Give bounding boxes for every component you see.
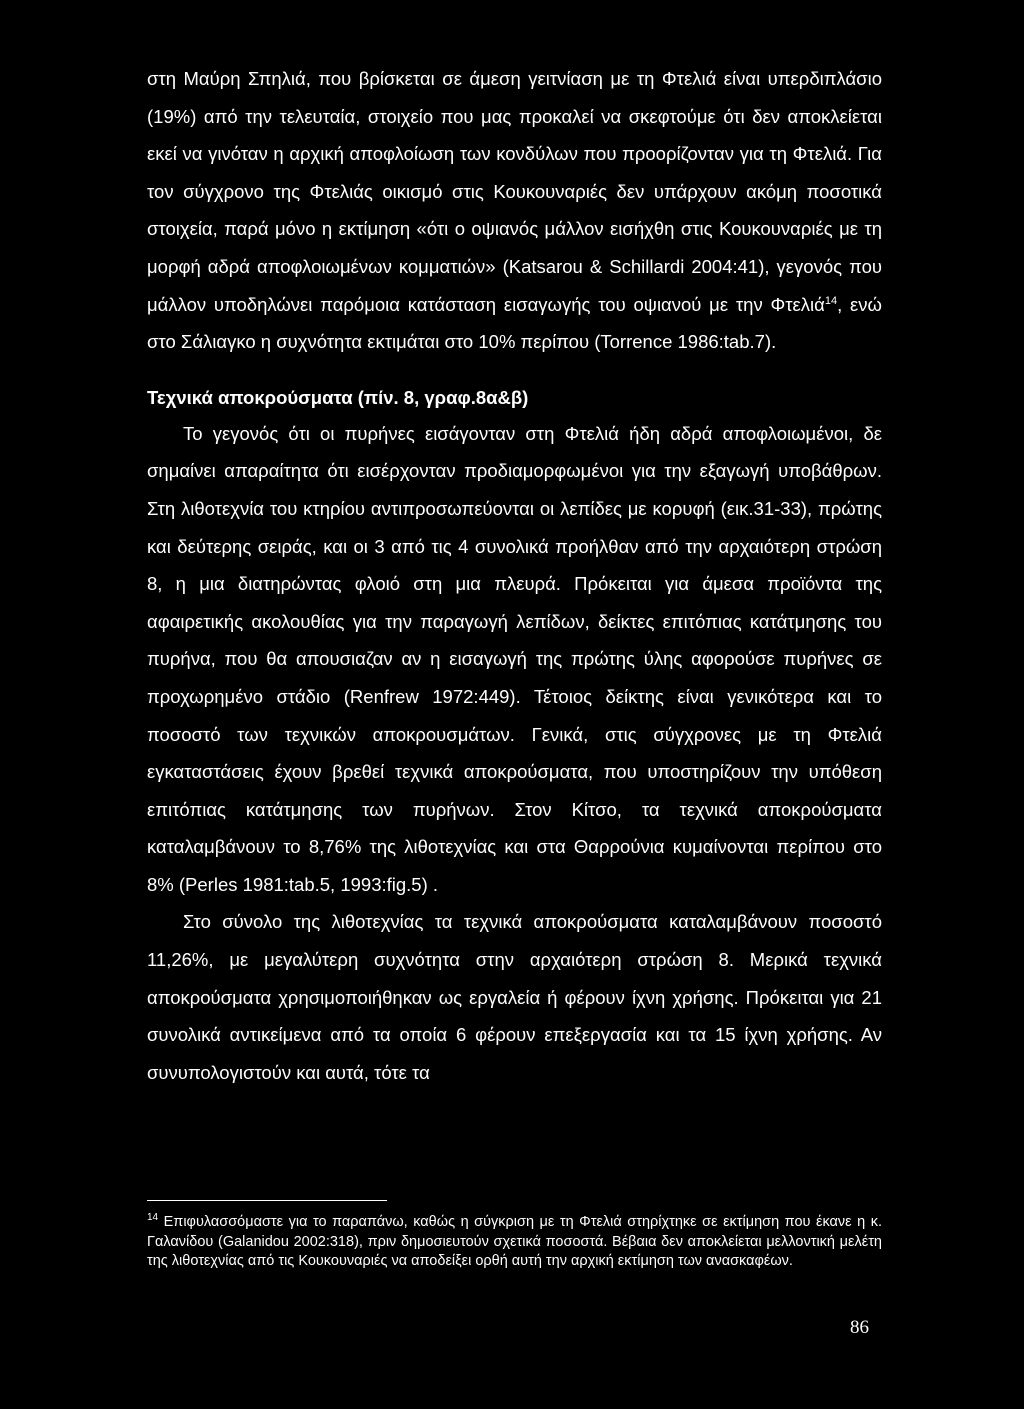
footnote-mark: 14: [147, 1212, 159, 1224]
footnote-reference-14[interactable]: 14: [824, 294, 838, 307]
page-number: 86: [850, 1317, 869, 1338]
footnote-separator: [147, 1200, 387, 1201]
page-body: [147, 60, 882, 1091]
paragraph-2: Το γεγονός ότι οι πυρήνες εισάγονταν στη Φτελιά ήδη αδρά αποφλοιωμένοι, δε σημαίνει απαραίτητα ότι εισέρχονταν προδιαμορφωμένοι για την εξαγωγή υποβάθρων. Στη λιθοτεχνία του κτηρίου αντιπροσωπεύονται οι λεπίδες με κορυφή (εικ.31-33), πρώτης και δεύτερης σειράς, και οι 3 από τις 4 συνολικά προήλθαν από την αρχαιότερη στρώση 8, η μια διατηρώντας φλοιό στη μια πλευρά. Πρόκειται για άμεσα προϊόντα της αφαιρετικής ακολουθίας για την παραγωγή λεπίδων, δείκτες επιτόπιας κατάτμησης του πυρήνα, που θα απουσιαζαν αν η εισαγωγή της πρώτης ύλης αφορούσε πυρήνες σε προχωρημένο στάδιο (Renfrew 1972:449). Τέτοιος δείκτης είναι γενικότερα και το ποσοστό των τεχνικών αποκρουσμάτων. Γενικά, στις σύγχρονες με τη Φτελιά εγκαταστάσεις έχουν βρεθεί τεχνικά αποκρούσματα, που υποστηρίζουν την υπόθεση επιτόπιας κατάτμησης των πυρήνων. Στον Κίτσο, τα τεχνικά αποκρούσματα καταλαμβάνουν το 8,76% της λιθοτεχνίας και στα Θαρρούνια κυμαίνονται περίπου στο 8% (Perles 1981:tab.5, 1993:fig.5) .: [147, 422, 882, 895]
paragraph-1-text-b: , ενώ στο Σάλιαγκο η συχνότητα εκτιμάται στο 10% περίπου (Torrence 1986:tab.7).: [147, 293, 882, 353]
paragraph-1-text-a: στη Μαύρη Σπηλιά, που βρίσκεται σε άμεση γειτνίαση με τη Φτελιά είναι υπερδιπλάσιο (19%) από την τελευταία, στοιχείο που μας προκαλεί να σκεφτούμε ότι δεν αποκλείεται εκεί να γινόταν η αρχική αποφλοίωση των κονδύλων που προορίζονταν για τη Φτελιά. Για τον σύγχρονο της Φτελιάς οικισμό στις Κουκουναριές δεν υπάρχουν ακόμη ποσοτικά στοιχεία, παρά μόνο η εκτίμηση «ότι ο οψιανός μάλλον εισήχθη στις Κουκουναριές με τη μορφή αδρά αποφλοιωμένων κομματιών» (Katsarou & Schillardi 2004:41), γεγονός που μάλλον υποδηλώνει παρόμοια κατάσταση εισαγωγής του οψιανού με την Φτελιά: [147, 68, 882, 315]
footnote-text: Επιφυλασσόμαστε για το παραπάνω, καθώς η σύγκριση με τη Φτελιά στηρίχτηκε σε εκτίμηση που έκανε η κ. Γαλανίδου (Galanidou 2002:318), πριν δημοσιευτούν σχετικά ποσοστά. Βέβαια δεν αποκλείεται μελλοντική μελέτη της λιθοτεχνίας από τις Κουκουναριές να αποδείξει ορθή αυτή την αρχική εκτίμηση των ανασκαφέων.: [147, 1214, 882, 1269]
footnote-14: [147, 1213, 882, 1272]
paragraph-3: Στο σύνολο της λιθοτεχνίας τα τεχνικά αποκρούσματα καταλαμβάνουν ποσοστό 11,26%, με μεγαλύτερη συχνότητα στην αρχαιότερη στρώση 8. Μερικά τεχνικά αποκρούσματα χρησιμοποιήθηκαν ως εργαλεία ή φέρουν ίχνη χρήσης. Πρόκειται για 21 συνολικά αντικείμενα από τα οποία 6 φέρουν επεξεργασία και τα 15 ίχνη χρήσης. Αν συνυπολογιστούν και αυτά, τότε τα: [147, 911, 882, 1083]
section-heading: Τεχνικά αποκρούσματα (πίν. 8, γραφ.8α&β): [147, 386, 529, 408]
paragraph-1: [147, 60, 882, 361]
